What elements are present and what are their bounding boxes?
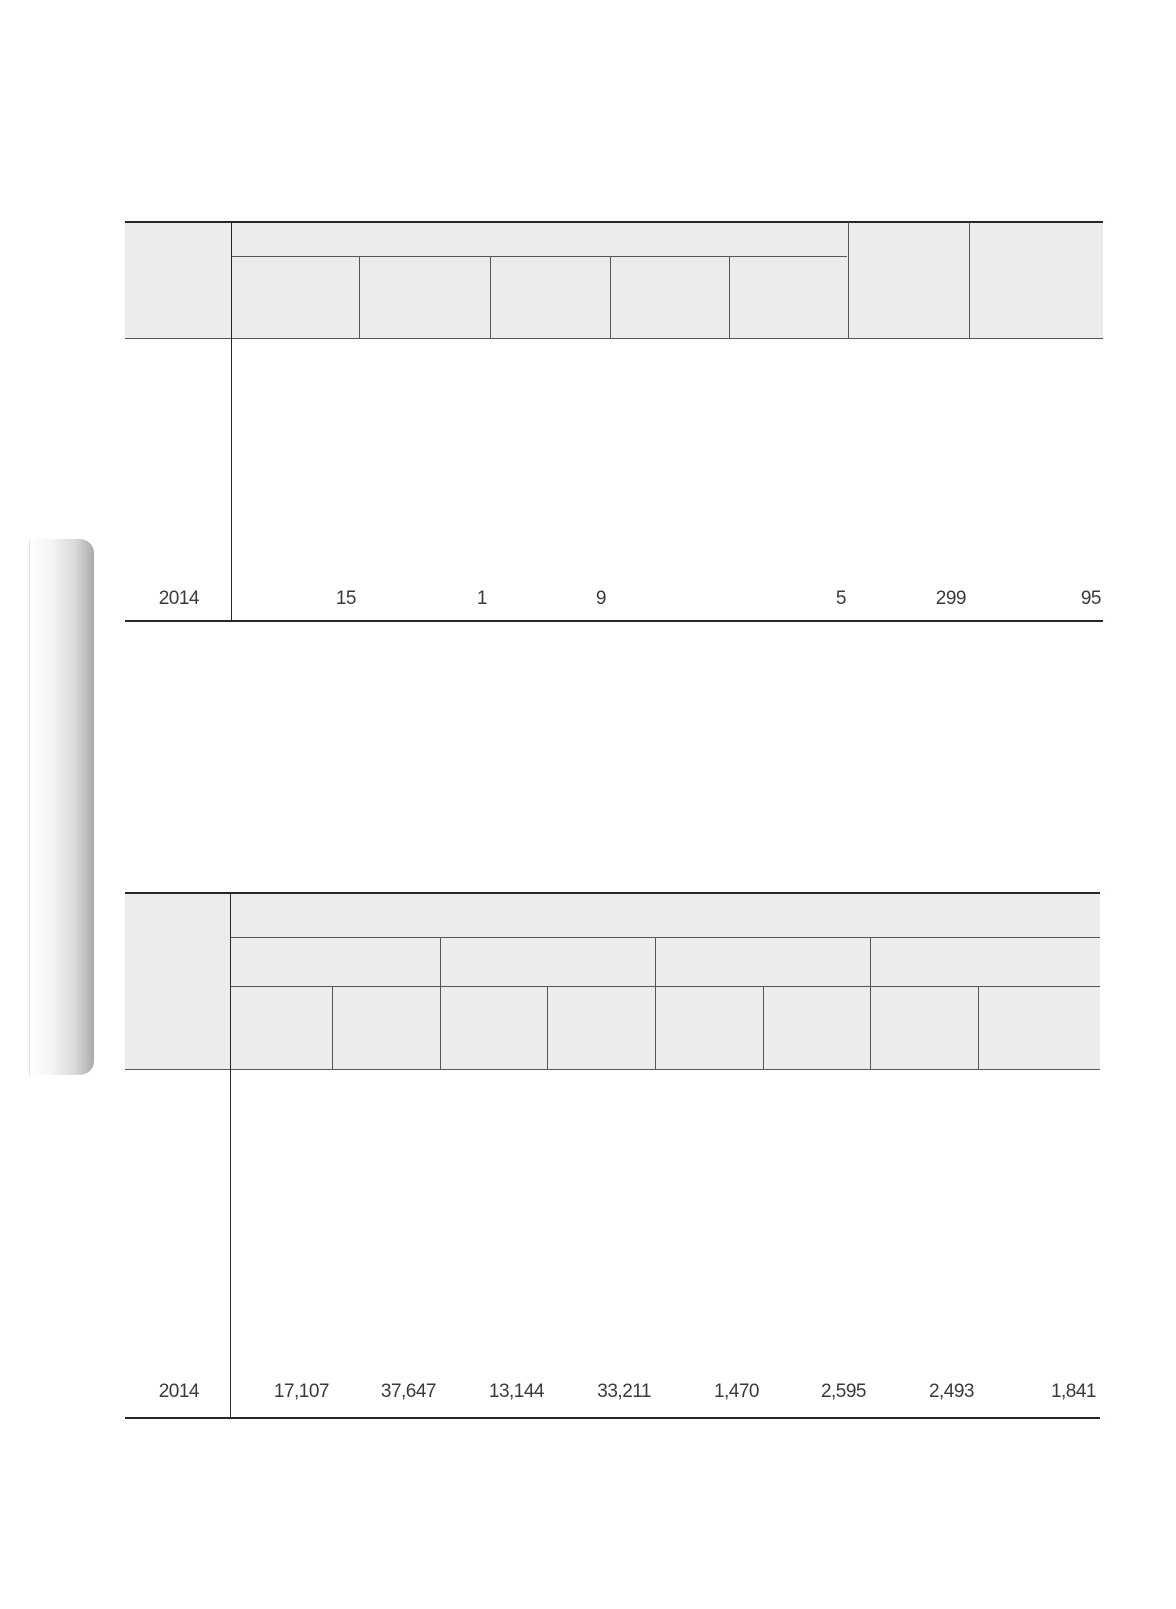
side-section-tab bbox=[29, 539, 94, 1075]
table-1-col-divider bbox=[729, 256, 730, 339]
table-2-value-cell: 2,595 bbox=[820, 1381, 866, 1402]
table-2-group-divider bbox=[655, 937, 656, 1070]
table-2-stub-divider bbox=[230, 893, 231, 1418]
table-2-value-cell: 13,144 bbox=[488, 1381, 544, 1402]
table-1-value-cell: 95 bbox=[1080, 588, 1101, 609]
table-1-top-rule bbox=[125, 221, 1103, 223]
table-2-top-rule bbox=[125, 892, 1100, 894]
table-1-value-cell: 5 bbox=[835, 588, 846, 609]
table-2-value-cell: 1,470 bbox=[713, 1381, 759, 1402]
table-1-value-cell: 1 bbox=[476, 588, 487, 609]
table-2-bottom-rule bbox=[125, 1417, 1100, 1419]
table-2-group-divider bbox=[870, 937, 871, 1070]
table-1-col-divider bbox=[359, 256, 360, 339]
table-1-header bbox=[125, 222, 1103, 338]
table-1-col-divider bbox=[969, 222, 970, 339]
table-2-subgroup-rule bbox=[231, 986, 1100, 987]
table-2-header bbox=[125, 893, 1100, 1069]
table-2-value-cell: 37,647 bbox=[380, 1381, 436, 1402]
table-1-year-cell: 2014 bbox=[158, 588, 199, 609]
table-2-year-cell: 2014 bbox=[158, 1381, 199, 1402]
table-2-group-divider bbox=[440, 937, 441, 1070]
table-2-value-cell: 1,841 bbox=[1050, 1381, 1096, 1402]
table-1-header-rule bbox=[125, 338, 1103, 339]
table-1-col-divider bbox=[610, 256, 611, 339]
table-2-value-cell: 17,107 bbox=[273, 1381, 329, 1402]
table-1-col-divider bbox=[490, 256, 491, 339]
table-2-header-rule bbox=[125, 1069, 1100, 1070]
table-2-col-divider bbox=[547, 986, 548, 1070]
table-1-stub-divider bbox=[231, 222, 232, 621]
table-1-value-cell: 15 bbox=[335, 588, 356, 609]
table-2-value-cell: 33,211 bbox=[597, 1381, 651, 1402]
table-1-col-divider bbox=[848, 222, 849, 339]
table-2-group-rule bbox=[231, 937, 1100, 938]
table-2-col-divider bbox=[978, 986, 979, 1070]
table-1-value-cell: 9 bbox=[595, 588, 606, 609]
table-1-bottom-rule bbox=[125, 620, 1103, 622]
table-2-value-cell: 2,493 bbox=[928, 1381, 974, 1402]
table-2-col-divider bbox=[332, 986, 333, 1070]
table-2-col-divider bbox=[763, 986, 764, 1070]
table-1-group-rule bbox=[231, 256, 847, 257]
table-1-value-cell: 299 bbox=[935, 588, 966, 609]
